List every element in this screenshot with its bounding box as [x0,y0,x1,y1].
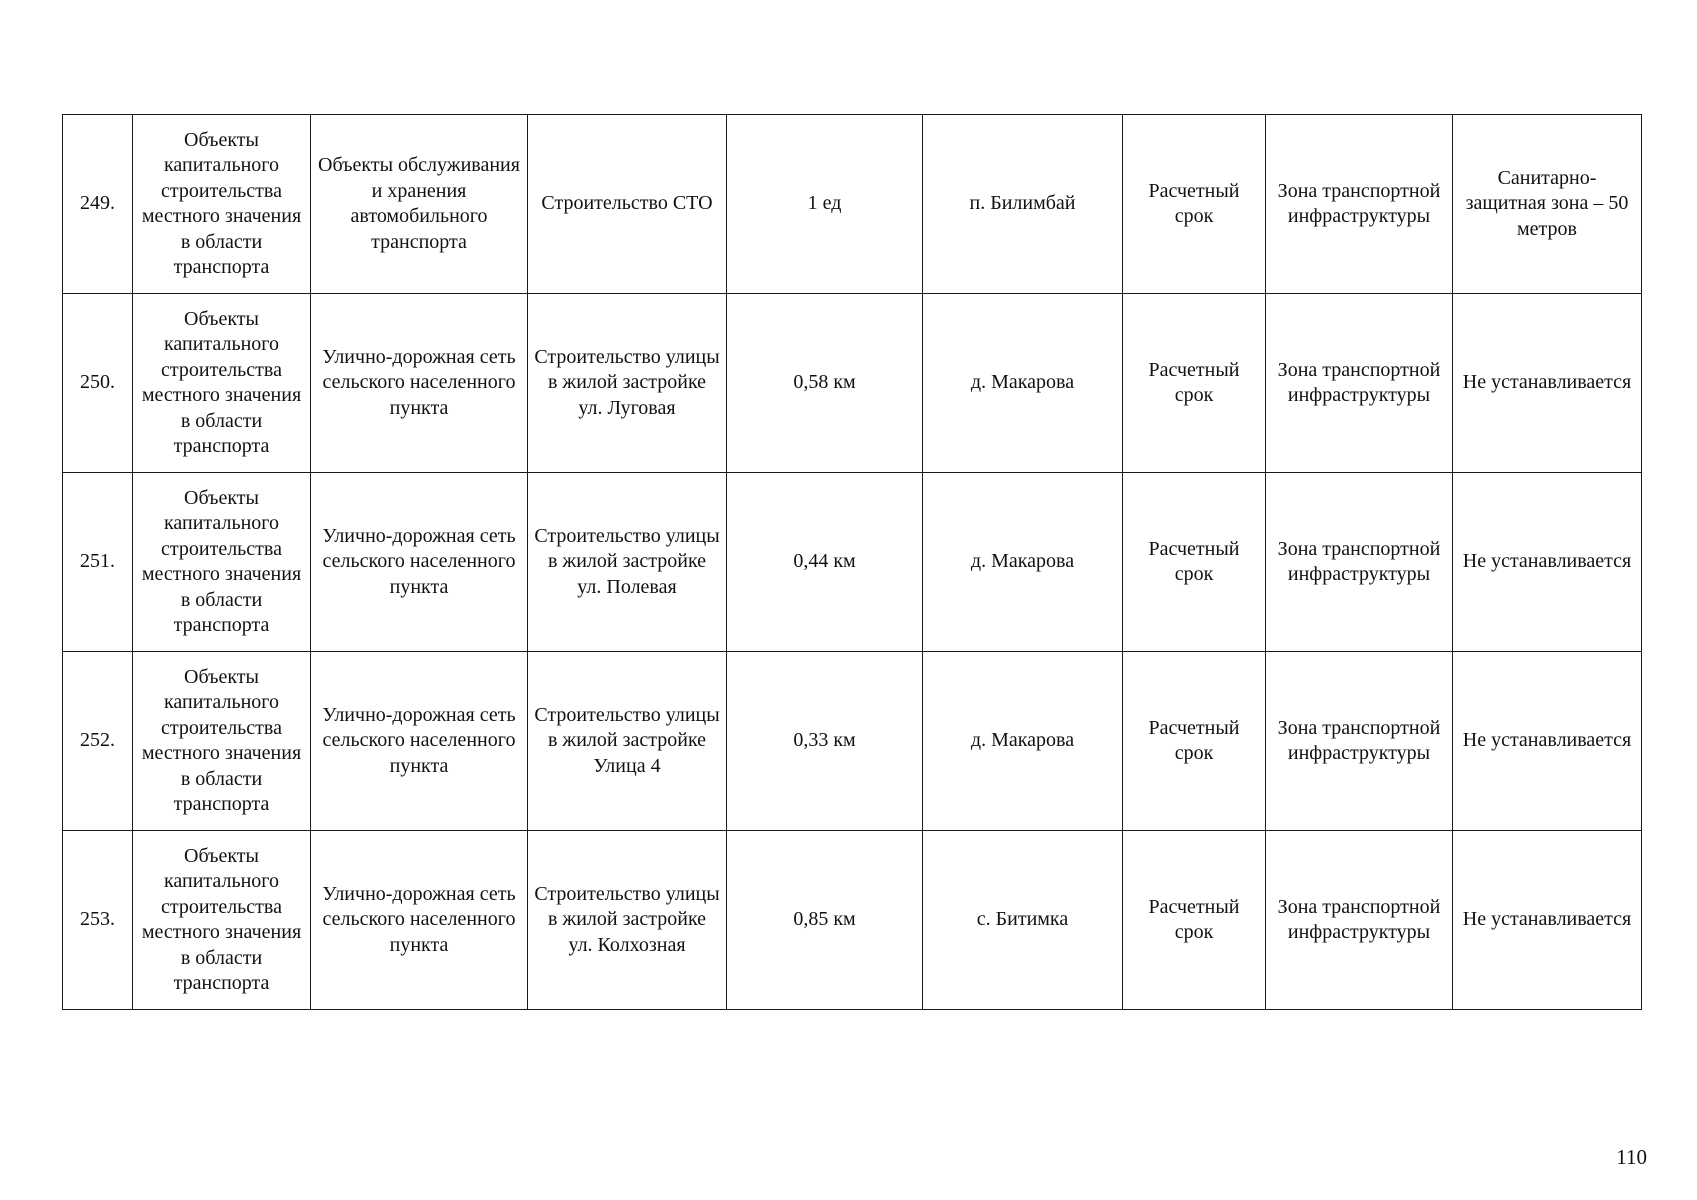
object-category: Объекты капитального строительства местного значения в области транспорта [133,294,311,473]
object-type: Улично-дорожная сеть сельского населенного пункта [311,294,528,473]
table-row [63,473,1642,652]
functional-zone: Зона транспортной инфраструктуры [1266,652,1453,831]
zone-restriction: Не устанавливается [1453,652,1642,831]
object-type: Улично-дорожная сеть сельского населенного пункта [311,652,528,831]
table-row [63,294,1642,473]
zone-restriction: Не устанавливается [1453,473,1642,652]
implementation-term: Расчетный срок [1123,831,1266,1010]
object-type: Улично-дорожная сеть сельского населенного пункта [311,473,528,652]
planned-objects-table [62,114,1642,1010]
zone-restriction: Не устанавливается [1453,831,1642,1010]
zone-restriction: Не устанавливается [1453,294,1642,473]
location: п. Билимбай [923,115,1123,294]
location: д. Макарова [923,473,1123,652]
zone-restriction: Санитарно-защитная зона – 50 метров [1453,115,1642,294]
planned-action: Строительство улицы в жилой застройке ул. Луговая [528,294,727,473]
object-category: Объекты капитального строительства местного значения в области транспорта [133,831,311,1010]
planned-action: Строительство улицы в жилой застройке ул. Полевая [528,473,727,652]
functional-zone: Зона транспортной инфраструктуры [1266,831,1453,1010]
table-row [63,831,1642,1010]
planned-action: Строительство улицы в жилой застройке Улица 4 [528,652,727,831]
table-row [63,652,1642,831]
row-number: 249. [63,115,133,294]
implementation-term: Расчетный срок [1123,652,1266,831]
object-category: Объекты капитального строительства местного значения в области транспорта [133,473,311,652]
functional-zone: Зона транспортной инфраструктуры [1266,294,1453,473]
object-type: Объекты обслуживания и хранения автомобильного транспорта [311,115,528,294]
row-number: 253. [63,831,133,1010]
implementation-term: Расчетный срок [1123,115,1266,294]
table-row [63,115,1642,294]
object-category: Объекты капитального строительства местного значения в области транспорта [133,652,311,831]
implementation-term: Расчетный срок [1123,294,1266,473]
row-number: 251. [63,473,133,652]
row-number: 252. [63,652,133,831]
planned-action: Строительство СТО [528,115,727,294]
object-category: Объекты капитального строительства местного значения в области транспорта [133,115,311,294]
capacity: 0,85 км [727,831,923,1010]
location: д. Макарова [923,294,1123,473]
location: с. Битимка [923,831,1123,1010]
capacity: 0,44 км [727,473,923,652]
page-number: 110 [1616,1145,1647,1169]
capacity: 1 ед [727,115,923,294]
capacity: 0,58 км [727,294,923,473]
location: д. Макарова [923,652,1123,831]
functional-zone: Зона транспортной инфраструктуры [1266,473,1453,652]
object-type: Улично-дорожная сеть сельского населенного пункта [311,831,528,1010]
implementation-term: Расчетный срок [1123,473,1266,652]
row-number: 250. [63,294,133,473]
capacity: 0,33 км [727,652,923,831]
planned-action: Строительство улицы в жилой застройке ул. Колхозная [528,831,727,1010]
functional-zone: Зона транспортной инфраструктуры [1266,115,1453,294]
